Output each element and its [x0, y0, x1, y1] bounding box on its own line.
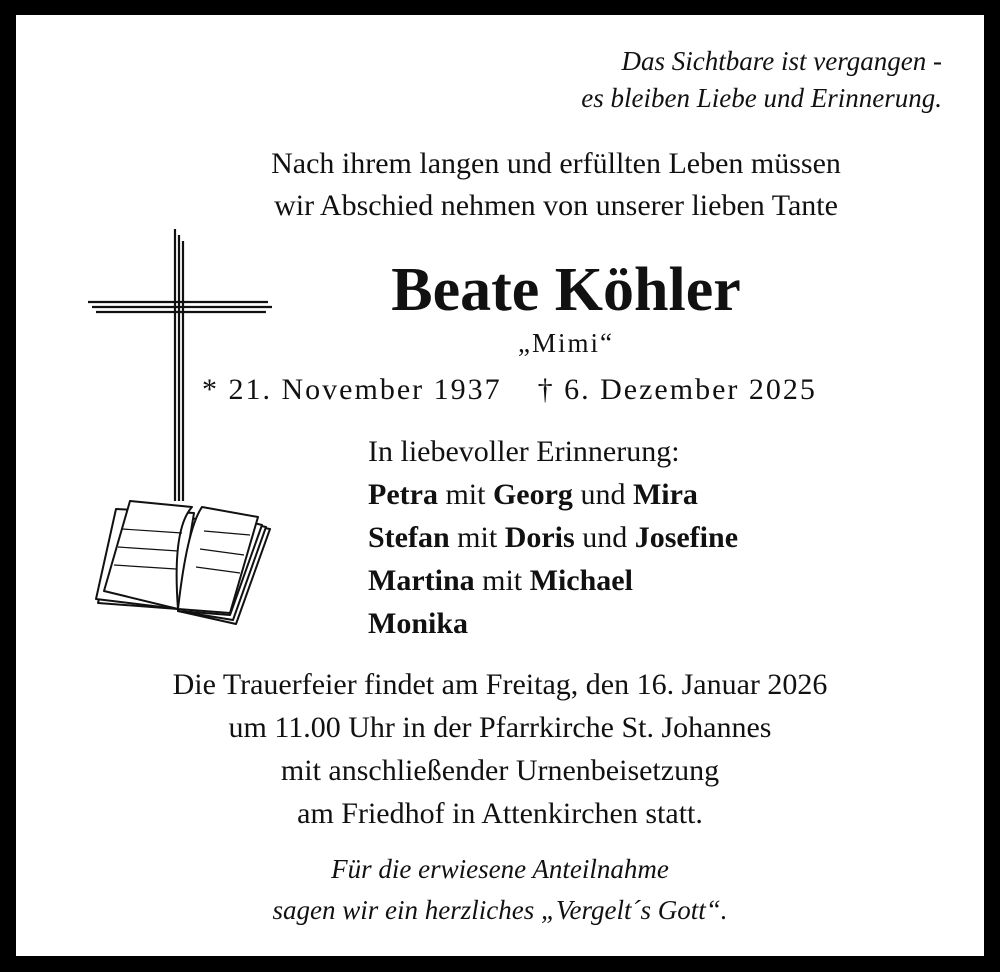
intro-text — [196, 143, 916, 227]
ceremony-line: am Friedhof in Attenkirchen statt. — [297, 797, 703, 830]
ceremony-line: um 11.00 Uhr in der Pfarrkirche St. Johannes — [228, 711, 772, 744]
mourner-name: Martina — [368, 564, 475, 597]
connector-text: und — [574, 521, 635, 554]
thanks-line: sagen wir ein herzliches „Vergelt´s Gott“. — [272, 895, 728, 925]
deceased-name: Beate Köhler — [391, 256, 741, 324]
connector-text: mit — [437, 478, 493, 511]
motto-quote — [581, 43, 942, 117]
mourner-name: Stefan — [368, 521, 450, 554]
mourners-heading: In liebevoller Erinnerung: — [368, 435, 680, 468]
intro-line: Nach ihrem langen und erfüllten Leben müssen — [271, 147, 841, 180]
mourner-row — [368, 473, 738, 516]
mourner-row — [368, 602, 738, 645]
mourner-name: Monika — [368, 607, 469, 640]
death-date: † 6. Dezember 2025 — [537, 373, 817, 406]
obituary-notice — [16, 15, 984, 956]
motto-line: es bleiben Liebe und Erinnerung. — [581, 83, 942, 113]
mourner-row — [368, 516, 738, 559]
thanks-line: Für die erwiesene Anteilnahme — [331, 854, 669, 884]
deceased-nickname: „Mimi“ — [518, 328, 614, 358]
mourner-name: Petra — [368, 478, 438, 511]
mourner-name: Mira — [632, 478, 698, 511]
connector-text: mit — [449, 521, 505, 554]
open-book-icon — [96, 501, 270, 624]
intro-line: wir Abschied nehmen von unserer lieben Tante — [274, 189, 838, 222]
connector-text: mit — [474, 564, 530, 597]
connector-text: und — [572, 478, 633, 511]
mourner-name: Georg — [492, 478, 573, 511]
mourner-name: Josefine — [634, 521, 739, 554]
mourner-name: Michael — [529, 564, 633, 597]
ceremony-line: mit anschließender Urnenbeisetzung — [280, 754, 720, 787]
life-dates — [202, 370, 817, 410]
mourners-block — [368, 430, 738, 645]
ceremony-info — [16, 663, 984, 835]
thanks-note — [16, 849, 984, 931]
birth-date: * 21. November 1937 — [202, 373, 502, 406]
motto-line: Das Sichtbare ist vergangen - — [621, 46, 942, 76]
ceremony-line: Die Trauerfeier findet am Freitag, den 16. Januar 2026 — [172, 668, 828, 701]
mourner-row — [368, 559, 738, 602]
mourner-name: Doris — [504, 521, 575, 554]
